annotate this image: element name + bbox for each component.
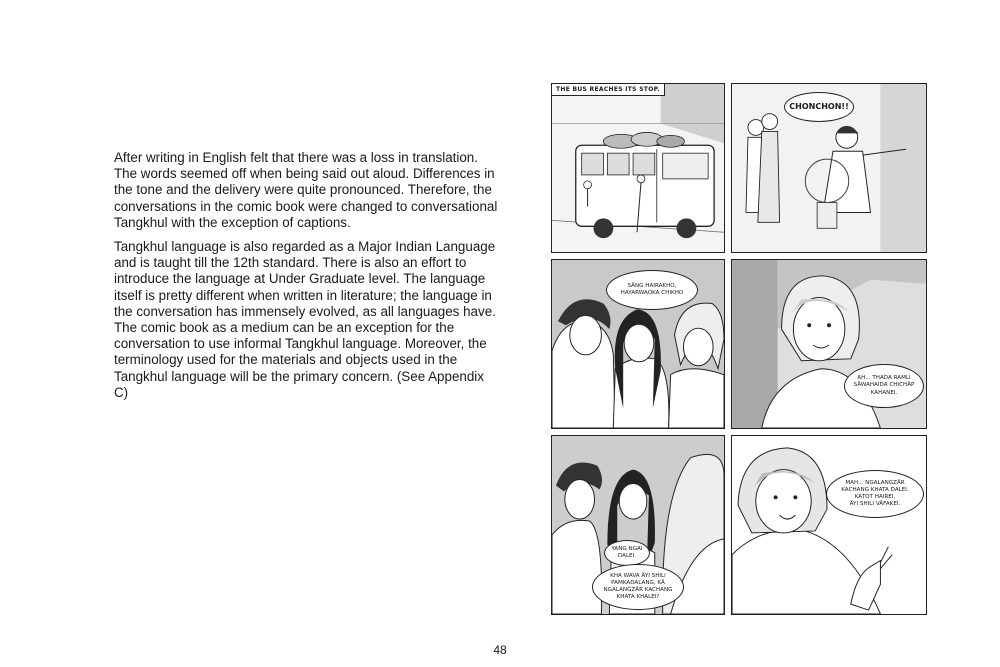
paragraph-2: Tangkhul language is also regarded as a Major Indian Language and is taught till the 12th standard. There is also an effort to introduce the language at Under Graduate level. The language itself is pretty different when written in literature; the language in the conversation has immensely evolved, as all languages have. The comic book as a medium can be an exception for the conversation to use informal Tangkhul language. Moreover, the terminology used for the materials and objects used in the Tangkhul language will be the primary concern. (See Appendix C): [114, 239, 496, 400]
comic-panel-friends: [551, 259, 725, 429]
paragraph-1: After writing in English felt that there was a loss in translation. The words seemed off when being said out aloud. Differences in the tone and the delivery were quite pronounced. Therefore, the conversations in the comic book were changed to conversational Tangkhul with the exception of captions.: [114, 150, 498, 230]
comic-panel-bus: [551, 83, 725, 253]
caption-box: THE BUS REACHES ITS STOP.: [552, 84, 665, 96]
speech-bubble: SÄNG HAIRAKHO, HAYARWAOKA CHIKHO: [606, 270, 698, 310]
speech-bubble: CHONCHON!!: [784, 92, 854, 122]
comic-panel-talk: [551, 435, 725, 615]
page-number: 48: [493, 643, 507, 657]
speech-bubble: AH... THADA RAMLI SÄWAHAIDA CHICHÄP KAHANEI.: [844, 364, 924, 408]
speech-bubble: KHA WAVA ÄYI SHILI PAMKADALANG, KÄ NGALANGZÄR KACHANG KHATA KHALEI?: [592, 564, 684, 610]
comic-panel-wave: [731, 435, 927, 615]
bus-illustration: [552, 84, 724, 252]
comic-page: [551, 83, 927, 615]
wave-illustration: [732, 436, 926, 614]
body-text: [114, 150, 498, 409]
speech-bubble-small: YANG NGAI DALEI.: [604, 540, 650, 566]
comic-panel-greeting: [731, 83, 927, 253]
comic-panel-girl: [731, 259, 927, 429]
speech-bubble: MAH... NGALANGZÄR KACHANG KHATA DALEI. KATOT HAIREI, ÄYI SHILI VÄFAKEI.: [826, 470, 924, 518]
